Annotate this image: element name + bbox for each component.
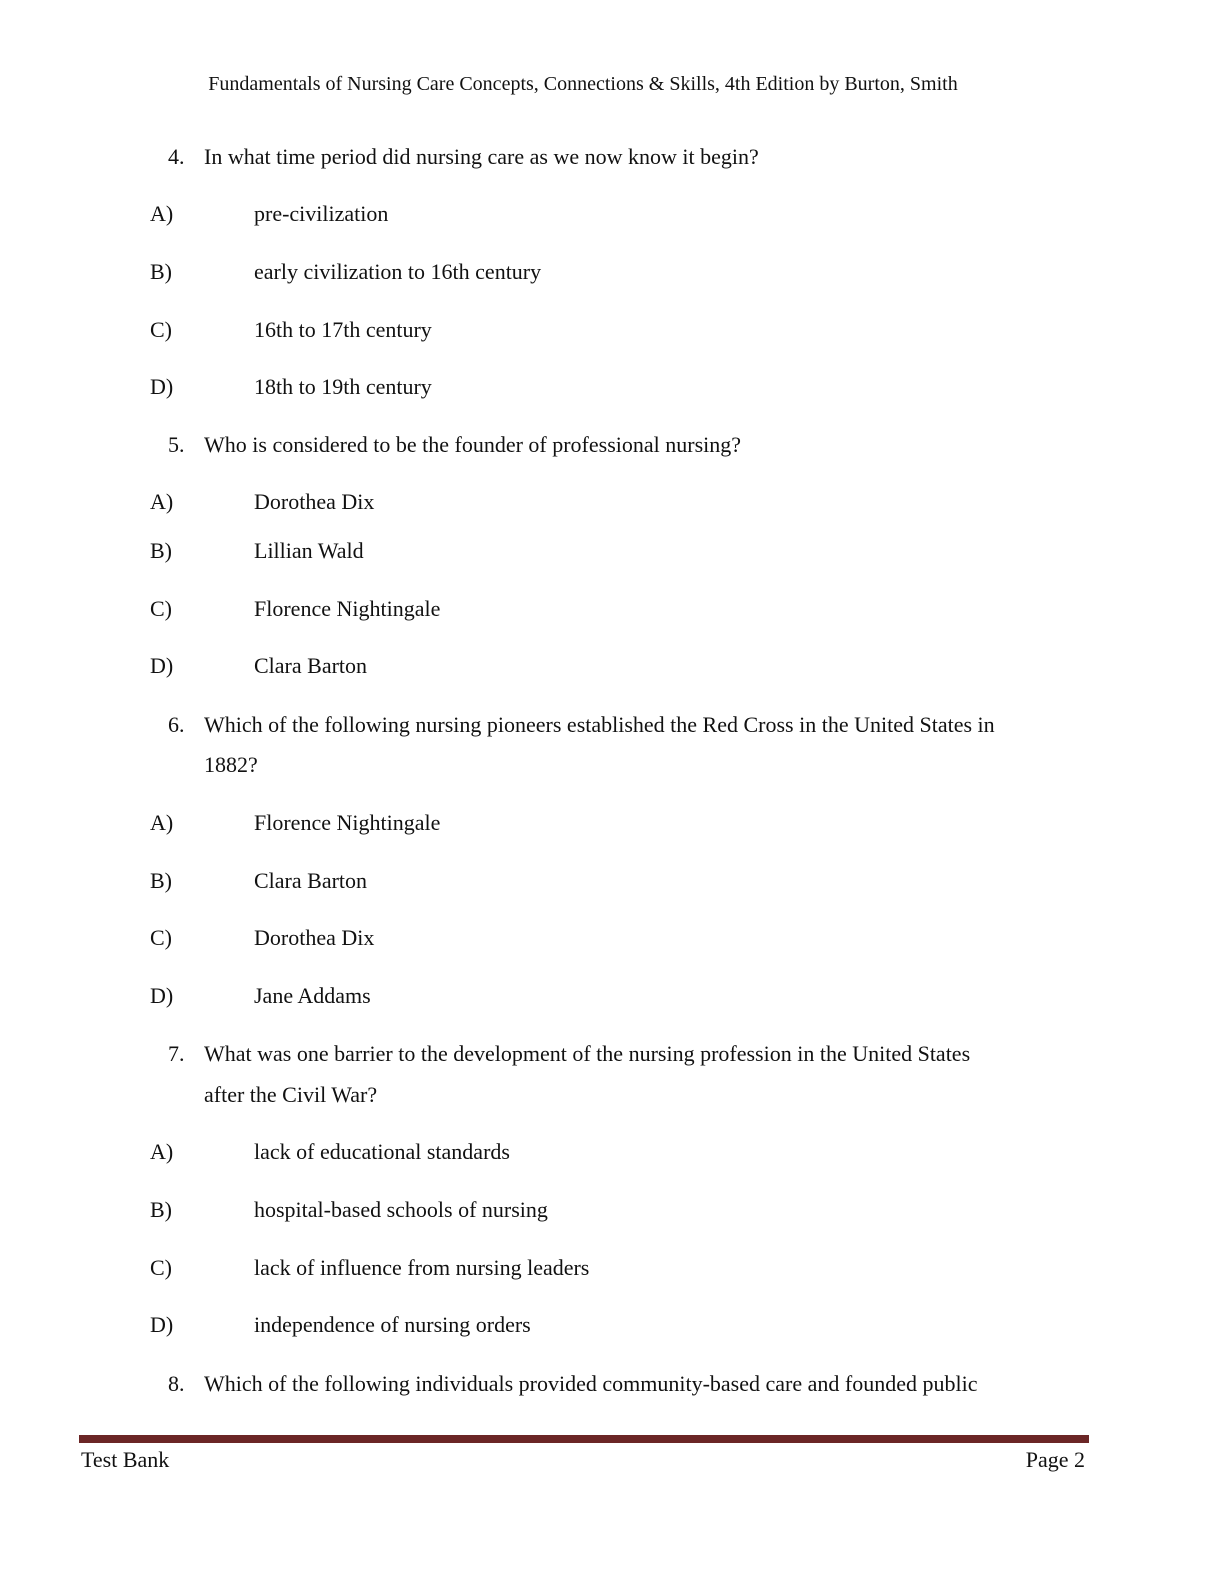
option-letter: B) [150,1197,172,1222]
footer-divider [79,1435,1089,1443]
footer-left-label: Test Bank [81,1447,170,1472]
option-text: 18th to 19th century [254,374,432,399]
option-letter: D) [150,374,174,399]
question-text: Which of the following nursing pioneers established the Red Cross in the United States in [204,712,995,737]
question-number: 8. [168,1371,185,1396]
option-text: pre-civilization [254,201,389,226]
option-letter: D) [150,653,174,678]
option-text: Clara Barton [254,868,368,893]
option-text: Lillian Wald [254,538,364,563]
option-letter: B) [150,259,172,284]
option-letter: A) [150,1139,174,1164]
option-letter: B) [150,868,172,893]
option-letter: A) [150,810,174,835]
question-text-line-2: 1882? [204,752,258,777]
question-number: 6. [168,712,185,737]
option-text: Clara Barton [254,653,368,678]
option-text: independence of nursing orders [254,1312,531,1337]
option-letter: A) [150,201,174,226]
question-text: Who is considered to be the founder of professional nursing? [204,432,742,457]
option-text: Dorothea Dix [254,925,375,950]
option-text: Florence Nightingale [254,596,441,621]
question-text: What was one barrier to the development of the nursing profession in the United States [204,1041,971,1066]
question-number: 5. [168,432,185,457]
question-number: 7. [168,1041,185,1066]
question-text: Which of the following individuals provided community-based care and founded public [204,1371,978,1396]
option-text: hospital-based schools of nursing [254,1197,548,1222]
page-number: Page 2 [1025,1447,1085,1472]
option-letter: C) [150,925,172,950]
question-text-line-2: after the Civil War? [204,1082,378,1107]
option-text: Florence Nightingale [254,810,441,835]
option-letter: B) [150,538,172,563]
option-letter: A) [150,489,174,514]
question-number: 4. [168,144,185,169]
option-text: lack of influence from nursing leaders [254,1255,590,1280]
option-text: Dorothea Dix [254,489,375,514]
option-letter: C) [150,317,172,342]
option-letter: D) [150,1312,174,1337]
option-text: Jane Addams [254,983,371,1008]
page-header-title: Fundamentals of Nursing Care Concepts, Connections & Skills, 4th Edition by Burton, Smith [208,73,958,95]
option-text: lack of educational standards [254,1139,510,1164]
question-text: In what time period did nursing care as we now know it begin? [204,144,759,169]
option-letter: D) [150,983,174,1008]
option-text: early civilization to 16th century [254,259,542,284]
option-text: 16th to 17th century [254,317,432,342]
option-letter: C) [150,596,172,621]
option-letter: C) [150,1255,172,1280]
